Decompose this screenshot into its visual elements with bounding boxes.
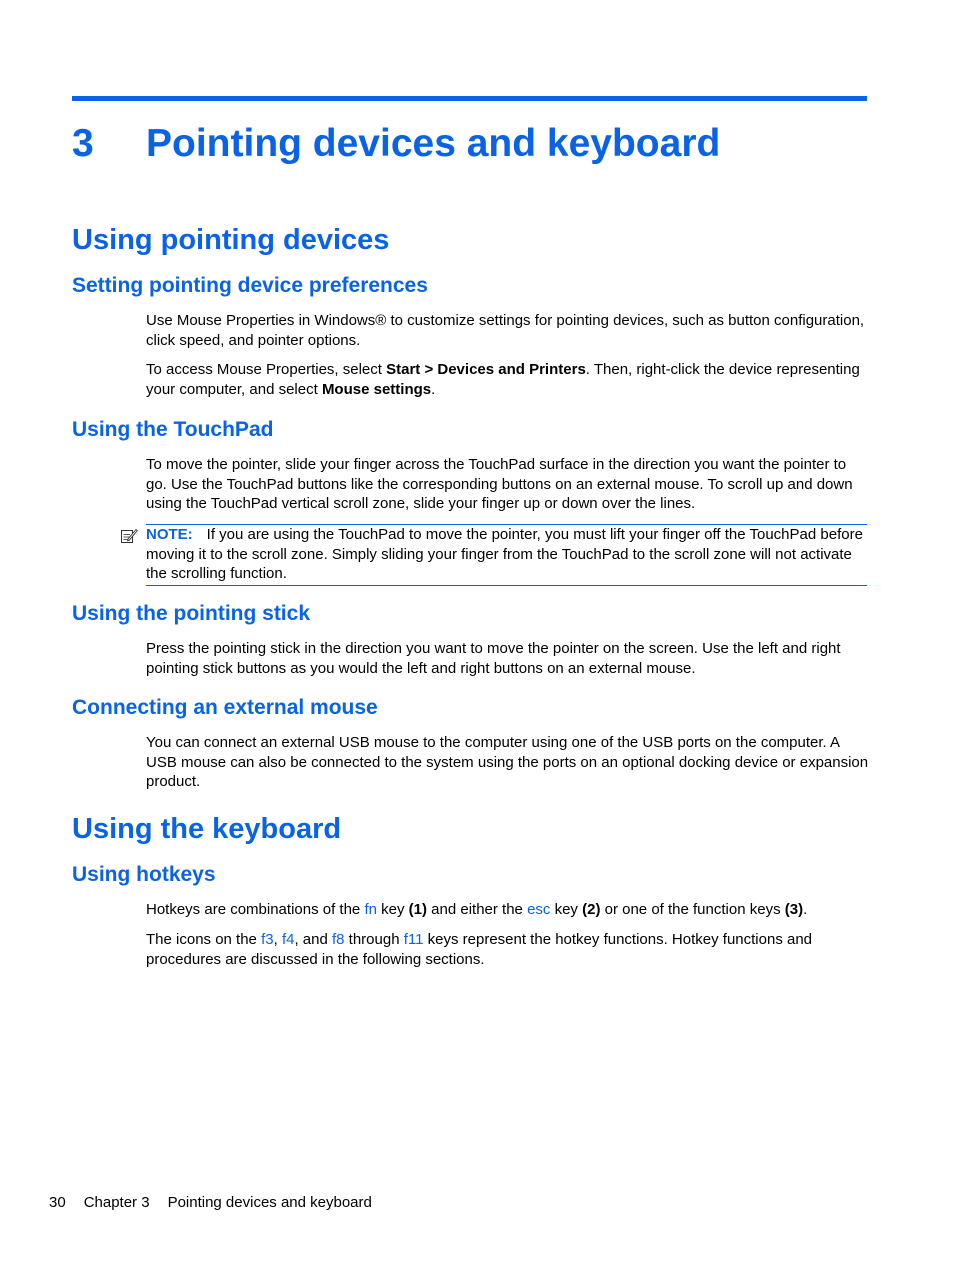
- touchpad-paragraph: To move the pointer, slide your finger across the TouchPad surface in the direction you want the pointer to go. Use the TouchPad buttons like the corresponding buttons on an external mouse. To scroll up and down using the TouchPad vertical scroll zone, slide your finger up or down over the lines.: [146, 456, 853, 513]
- fn-key-text: fn: [364, 901, 377, 918]
- chapter-number: 3: [72, 122, 94, 165]
- heading-setting-preferences: Setting pointing device preferences: [72, 274, 428, 297]
- hotkeys-paragraph-1: Hotkeys are combinations of the fn key (1) and either the esc key (2) or one of the function keys (3).: [146, 901, 808, 918]
- heading-using-pointing-stick: Using the pointing stick: [72, 602, 311, 625]
- note-box: [146, 524, 867, 586]
- preferences-paragraph-1: Use Mouse Properties in Windows® to customize settings for pointing devices, such as button configuration, click speed, and pointer options.: [146, 312, 865, 349]
- note-text: If you are using the TouchPad to move the pointer, you must lift your finger off the TouchPad before moving it to the scroll zone. Simply sliding your finger from the TouchPad to the scroll zone will not activate the scrolling function.: [146, 526, 863, 583]
- chapter-rule: [72, 96, 867, 101]
- external-mouse-paragraph: You can connect an external USB mouse to the computer using one of the USB ports on the computer. A USB mouse can also be connected to the system using the ports on an optional docking device or expansion product.: [146, 734, 869, 791]
- f11-key-text: f11: [403, 931, 424, 948]
- heading-connecting-external-mouse: Connecting an external mouse: [72, 696, 378, 719]
- heading-using-hotkeys: Using hotkeys: [72, 863, 216, 886]
- mouse-settings-text: Mouse settings: [321, 380, 432, 398]
- preferences-paragraph-2: To access Mouse Properties, select Start > Devices and Printers. Then, right-click the device representing your computer, and select Mouse settings.: [146, 361, 860, 398]
- footer-title: Pointing devices and keyboard: [167, 1194, 372, 1211]
- heading-using-keyboard: Using the keyboard: [72, 813, 342, 845]
- page-footer: [49, 1193, 390, 1212]
- f4-key-text: f4: [281, 931, 295, 948]
- footer-chapter: Chapter 3: [83, 1194, 150, 1211]
- heading-using-pointing-devices: Using pointing devices: [72, 224, 390, 256]
- heading-using-touchpad: Using the TouchPad: [72, 418, 274, 441]
- note-label: NOTE:: [146, 526, 193, 543]
- hotkeys-paragraph-2: The icons on the f3, f4, and f8 through f11 keys represent the hotkey functions. Hotkey functions and procedures are discussed in the following sections.: [146, 931, 813, 968]
- chapter-title: Pointing devices and keyboard: [146, 122, 721, 165]
- page-number: 30: [49, 1194, 66, 1211]
- pointing-stick-paragraph: Press the pointing stick in the direction you want to move the pointer on the screen. Use the left and right pointing stick buttons as you would the left and right buttons on an external mouse.: [146, 640, 841, 677]
- start-devices-printers-text: Start > Devices and Printers: [386, 361, 586, 378]
- f8-key-text: f8: [331, 931, 345, 948]
- note-pencil-icon: [120, 527, 138, 545]
- esc-key-text: esc: [527, 901, 551, 918]
- f3-key-text: f3: [261, 931, 274, 948]
